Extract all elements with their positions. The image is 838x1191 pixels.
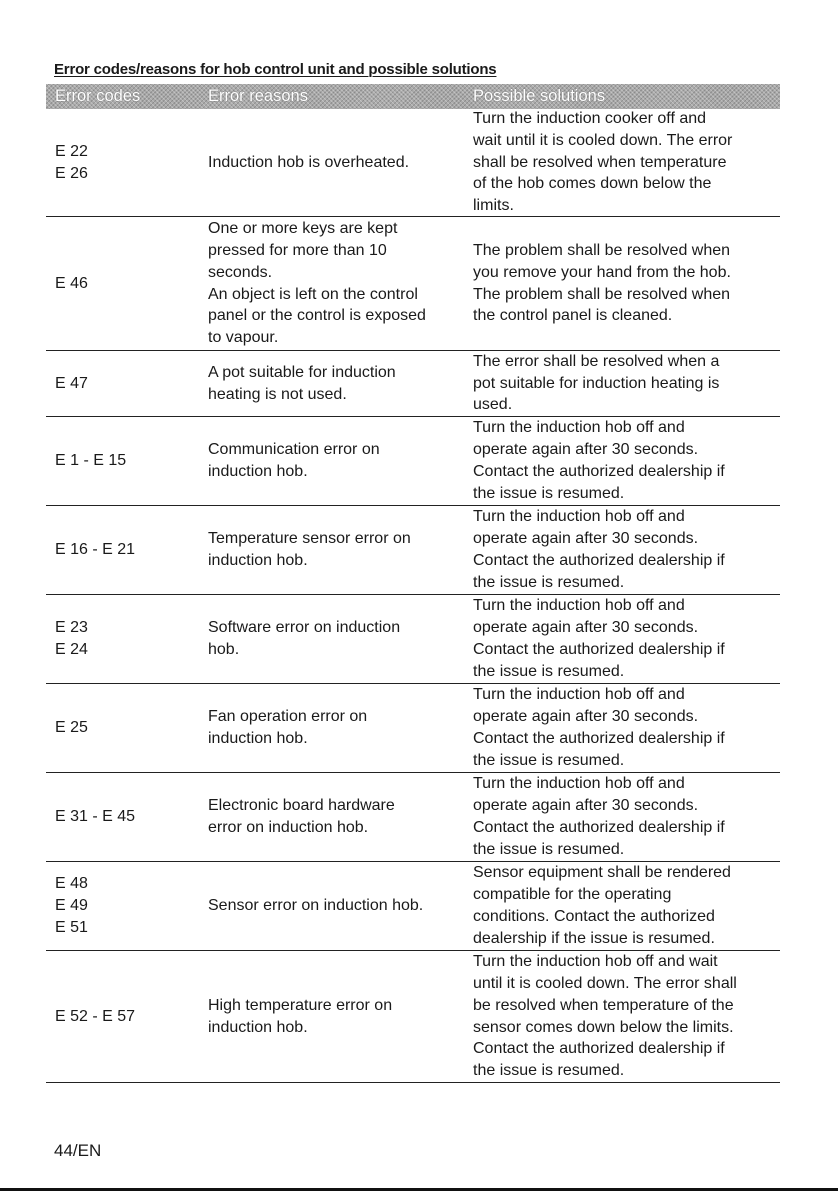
cell-line: Communication error on bbox=[208, 441, 380, 459]
cell-line: A pot suitable for induction bbox=[208, 363, 396, 381]
cell-line: the issue is resumed. bbox=[473, 573, 625, 591]
error-code-cell bbox=[55, 109, 205, 216]
table-row bbox=[46, 951, 780, 1083]
table-row bbox=[46, 217, 780, 351]
solution-cell bbox=[473, 595, 779, 683]
cell-line: Turn the induction hob off and bbox=[473, 686, 685, 704]
error-reason-cell bbox=[208, 109, 470, 216]
cell-line: used. bbox=[473, 396, 513, 414]
error-reason-cell bbox=[208, 217, 470, 350]
cell-line: Sensor error on induction hob. bbox=[208, 897, 424, 915]
solution-cell bbox=[473, 951, 779, 1082]
cell-line: limits. bbox=[473, 197, 514, 215]
solution-cell bbox=[473, 351, 779, 416]
error-reason-cell bbox=[208, 351, 470, 416]
cell-line: Temperature sensor error on bbox=[208, 530, 411, 548]
error-code-cell bbox=[55, 684, 205, 772]
solution-cell bbox=[473, 862, 779, 950]
cell-line: The problem shall be resolved when bbox=[473, 241, 731, 259]
cell-line: induction hob. bbox=[208, 730, 308, 747]
cell-line: E 51 bbox=[55, 918, 88, 936]
cell-line: error on induction hob. bbox=[208, 819, 369, 836]
cell-line: operate again after 30 seconds. bbox=[473, 708, 699, 726]
error-code-cell bbox=[55, 351, 205, 416]
cell-line: the issue is resumed. bbox=[473, 1062, 625, 1080]
cell-line: Induction hob is overheated. bbox=[208, 153, 410, 171]
error-reason-cell bbox=[208, 951, 470, 1082]
cell-line: E 25 bbox=[55, 719, 88, 737]
error-code-cell bbox=[55, 951, 205, 1082]
cell-line: The problem shall be resolved when bbox=[473, 285, 731, 303]
cell-line: E 16 - E 21 bbox=[55, 541, 136, 559]
cell-line: dealership if the issue is resumed. bbox=[473, 929, 715, 947]
cell-line: the issue is resumed. bbox=[473, 662, 625, 680]
cell-line: Turn the induction hob off and bbox=[473, 597, 685, 615]
cell-line: the issue is resumed. bbox=[473, 751, 625, 769]
cell-line: Contact the authorized dealership if bbox=[473, 1040, 725, 1058]
solution-cell bbox=[473, 109, 779, 216]
cell-line: shall be resolved when temperature bbox=[473, 153, 727, 171]
solution-cell bbox=[473, 217, 779, 350]
cell-line: One or more keys are kept bbox=[208, 220, 398, 238]
cell-line: pressed for more than 10 bbox=[208, 241, 387, 259]
table-body bbox=[46, 109, 780, 1083]
solution-cell bbox=[473, 417, 779, 505]
cell-line: seconds. bbox=[208, 263, 273, 281]
error-reason-cell bbox=[208, 773, 470, 861]
cell-line: E 31 - E 45 bbox=[55, 808, 136, 826]
cell-line: An object is left on the control bbox=[208, 285, 418, 303]
table-row bbox=[46, 684, 780, 773]
cell-line: E 52 - E 57 bbox=[55, 1007, 136, 1025]
error-reason-cell bbox=[208, 595, 470, 683]
cell-line: Fan operation error on bbox=[208, 708, 368, 726]
cell-line: operate again after 30 seconds. bbox=[473, 530, 699, 548]
cell-line: the issue is resumed. bbox=[473, 484, 625, 502]
cell-line: panel or the control is exposed bbox=[208, 307, 426, 325]
cell-line: E 47 bbox=[55, 374, 88, 392]
cell-line: E 24 bbox=[55, 641, 88, 658]
cell-line: operate again after 30 seconds. bbox=[473, 619, 699, 637]
error-code-cell bbox=[55, 417, 205, 505]
error-code-cell bbox=[55, 217, 205, 350]
page-number: 44/EN bbox=[54, 1141, 102, 1160]
cell-line: induction hob. bbox=[208, 552, 308, 569]
cell-line: Contact the authorized dealership if bbox=[473, 552, 725, 569]
cell-line: Turn the induction hob off and wait bbox=[473, 953, 718, 971]
cell-line: E 22 bbox=[55, 142, 88, 160]
cell-line: induction hob. bbox=[208, 1018, 308, 1036]
cell-line: of the hob comes down below the bbox=[473, 175, 712, 193]
cell-line: the issue is resumed. bbox=[473, 840, 625, 858]
table-row bbox=[46, 417, 780, 506]
cell-line: E 48 bbox=[55, 875, 88, 893]
cell-line: to vapour. bbox=[208, 329, 279, 347]
solution-cell bbox=[473, 506, 779, 594]
table-row bbox=[46, 351, 780, 417]
cell-line: be resolved when temperature of the bbox=[473, 996, 734, 1014]
cell-line: you remove your hand from the hob. bbox=[473, 263, 731, 281]
cell-line: Contact the authorized dealership if bbox=[473, 641, 725, 658]
cell-line: conditions. Contact the authorized bbox=[473, 908, 715, 925]
table-row bbox=[46, 109, 780, 217]
cell-line: E 46 bbox=[55, 274, 88, 292]
cell-line: Turn the induction hob off and bbox=[473, 419, 685, 437]
table-row bbox=[46, 595, 780, 684]
cell-line: The error shall be resolved when a bbox=[473, 352, 720, 370]
solution-cell bbox=[473, 773, 779, 861]
cell-line: Electronic board hardware bbox=[208, 797, 395, 815]
header-error-codes: Error codes bbox=[55, 87, 141, 105]
page-title: Error codes/reasons for hob control unit and possible solutions bbox=[54, 61, 497, 78]
cell-line: Sensor equipment shall be rendered bbox=[473, 864, 731, 882]
cell-line: Contact the authorized dealership if bbox=[473, 819, 725, 836]
cell-line: Contact the authorized dealership if bbox=[473, 463, 725, 480]
cell-line: operate again after 30 seconds. bbox=[473, 441, 699, 459]
error-reason-cell bbox=[208, 862, 470, 950]
cell-line: Turn the induction hob off and bbox=[473, 508, 685, 526]
cell-line: E 23 bbox=[55, 619, 88, 637]
table-row bbox=[46, 862, 780, 951]
cell-line: E 49 bbox=[55, 897, 88, 915]
error-code-cell bbox=[55, 773, 205, 861]
cell-line: induction hob. bbox=[208, 463, 308, 480]
cell-line: operate again after 30 seconds. bbox=[473, 797, 699, 815]
error-reason-cell bbox=[208, 506, 470, 594]
solution-cell bbox=[473, 684, 779, 772]
cell-line: the control panel is cleaned. bbox=[473, 307, 673, 325]
cell-line: E 26 bbox=[55, 164, 88, 182]
table-header bbox=[46, 84, 780, 109]
cell-line: Turn the induction cooker off and bbox=[473, 110, 707, 128]
cell-line: wait until it is cooled down. The error bbox=[473, 131, 733, 149]
table-row bbox=[46, 506, 780, 595]
cell-line: pot suitable for induction heating is bbox=[473, 374, 720, 392]
error-code-cell bbox=[55, 595, 205, 683]
cell-line: until it is cooled down. The error shall bbox=[473, 974, 737, 992]
error-codes-table bbox=[46, 84, 780, 1083]
cell-line: E 1 - E 15 bbox=[55, 452, 127, 470]
cell-line: compatible for the operating bbox=[473, 886, 672, 904]
error-code-cell bbox=[55, 862, 205, 950]
cell-line: sensor comes down below the limits. bbox=[473, 1018, 734, 1036]
error-code-cell bbox=[55, 506, 205, 594]
cell-line: High temperature error on bbox=[208, 996, 393, 1014]
cell-line: hob. bbox=[208, 641, 240, 658]
cell-line: Software error on induction bbox=[208, 619, 401, 637]
cell-line: Turn the induction hob off and bbox=[473, 775, 685, 793]
cell-line: heating is not used. bbox=[208, 385, 347, 403]
error-reason-cell bbox=[208, 684, 470, 772]
error-reason-cell bbox=[208, 417, 470, 505]
header-error-reasons: Error reasons bbox=[208, 87, 308, 105]
header-possible-solutions: Possible solutions bbox=[473, 87, 606, 105]
cell-line: Contact the authorized dealership if bbox=[473, 730, 725, 747]
table-row bbox=[46, 773, 780, 862]
